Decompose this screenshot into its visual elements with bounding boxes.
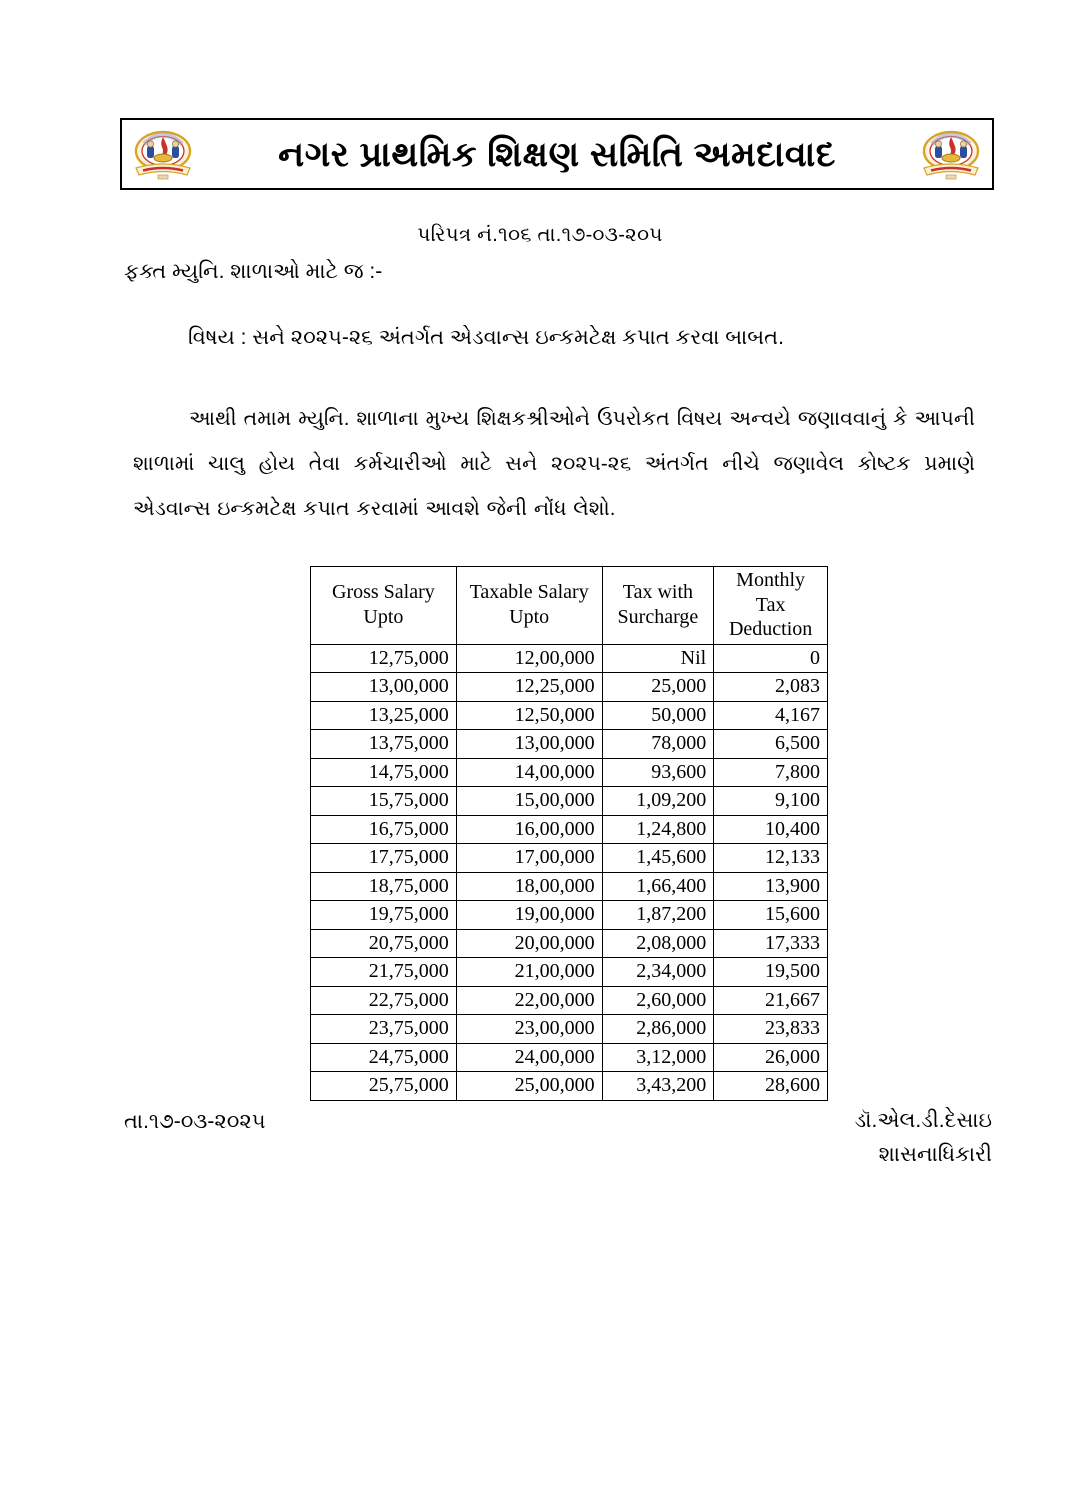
table-cell: 0 xyxy=(714,644,828,673)
table-row xyxy=(311,901,828,930)
table-row xyxy=(311,844,828,873)
table-cell: 15,75,000 xyxy=(311,787,457,816)
table-row xyxy=(311,872,828,901)
table-cell: 3,12,000 xyxy=(602,1043,714,1072)
emblem-right-icon xyxy=(918,124,984,184)
column-header-monthly-tax-deduction xyxy=(714,567,828,645)
table-cell: 2,08,000 xyxy=(602,929,714,958)
letterhead-banner xyxy=(120,118,994,190)
table-cell: 12,00,000 xyxy=(456,644,602,673)
table-header-row xyxy=(311,567,828,645)
column-header-tax-with-surcharge xyxy=(602,567,714,645)
table-cell: 12,75,000 xyxy=(311,644,457,673)
table-cell: 1,87,200 xyxy=(602,901,714,930)
table-row xyxy=(311,758,828,787)
table-cell: 13,00,000 xyxy=(311,673,457,702)
header-line-2: Upto xyxy=(363,605,404,628)
emblem-left-icon xyxy=(130,124,196,184)
table-row xyxy=(311,929,828,958)
table-cell: 21,667 xyxy=(714,986,828,1015)
body-paragraph: આથી તમામ મ્યુનિ. શાળાના મુખ્ય શિક્ષકશ્રીઓને ઉપરોકત વિષય અન્વયે જણાવવાનું કે આપની શાળામાં ચાલુ હોય તેવા કર્મચારીઓ માટે સને ૨૦૨૫-૨૬ અંતર્ગત નીચે જણાવેલ કોષ્ટક પ્રમાણે એડવાન્સ ઇન્કમટેક્ષ કપાત કરવામાં આવશે જેની નોંધ લેશો. xyxy=(133,407,975,520)
header-line-1: Monthly Tax xyxy=(736,569,806,616)
table-cell: 14,75,000 xyxy=(311,758,457,787)
table-cell: 2,86,000 xyxy=(602,1015,714,1044)
header-line-1: Taxable Salary xyxy=(469,581,589,604)
table-cell: 12,133 xyxy=(714,844,828,873)
table-cell: 2,083 xyxy=(714,673,828,702)
signature-block xyxy=(855,1104,992,1172)
table-row xyxy=(311,1043,828,1072)
table-row xyxy=(311,701,828,730)
header-line-2: Deduction xyxy=(728,618,813,640)
table-cell: 3,43,200 xyxy=(602,1072,714,1101)
table-cell: Nil xyxy=(602,644,714,673)
table-row xyxy=(311,815,828,844)
header-line-1: Gross Salary xyxy=(332,581,435,604)
header-line-2: Upto xyxy=(509,605,550,628)
table-cell: 20,00,000 xyxy=(456,929,602,958)
table-cell: 10,400 xyxy=(714,815,828,844)
table-cell: 13,75,000 xyxy=(311,730,457,759)
table-cell: 23,00,000 xyxy=(456,1015,602,1044)
table-cell: 13,900 xyxy=(714,872,828,901)
subject-line: વિષય : સને ૨૦૨૫-૨૬ અંતર્ગત એડવાન્સ ઇન્કમટેક્ષ કપાત કરવા બાબત. xyxy=(188,326,784,349)
signatory-name: ડૉ.એલ.ડી.દેસાઇ xyxy=(854,1109,992,1132)
table-cell: 1,66,400 xyxy=(602,872,714,901)
table-cell: 18,00,000 xyxy=(456,872,602,901)
table-cell: 23,75,000 xyxy=(311,1015,457,1044)
table-cell: 18,75,000 xyxy=(311,872,457,901)
table-cell: 26,000 xyxy=(714,1043,828,1072)
table-cell: 2,60,000 xyxy=(602,986,714,1015)
table-cell: 12,25,000 xyxy=(456,673,602,702)
tax-slab-table xyxy=(310,566,828,1101)
table-cell: 16,75,000 xyxy=(311,815,457,844)
table-cell: 20,75,000 xyxy=(311,929,457,958)
table-cell: 13,25,000 xyxy=(311,701,457,730)
tax-slab-table-container xyxy=(310,566,828,1101)
table-cell: 6,500 xyxy=(714,730,828,759)
table-cell: 2,34,000 xyxy=(602,958,714,987)
table-cell: 1,45,600 xyxy=(602,844,714,873)
table-cell: 93,600 xyxy=(602,758,714,787)
header-line-2: Surcharge xyxy=(617,605,699,628)
table-cell: 23,833 xyxy=(714,1015,828,1044)
table-cell: 17,75,000 xyxy=(311,844,457,873)
table-cell: 28,600 xyxy=(714,1072,828,1101)
table-row xyxy=(311,958,828,987)
circular-number: પરિપત્ર નં.૧૦૬ તા.૧૭-૦૩-૨૦૫ xyxy=(417,224,663,246)
table-cell: 15,600 xyxy=(714,901,828,930)
table-row xyxy=(311,730,828,759)
table-cell: 4,167 xyxy=(714,701,828,730)
header-line-1: Tax with xyxy=(622,581,694,604)
table-cell: 9,100 xyxy=(714,787,828,816)
table-header xyxy=(311,567,828,645)
footer-date: તા.૧૭-૦૩-૨૦૨૫ xyxy=(124,1110,266,1133)
table-cell: 19,00,000 xyxy=(456,901,602,930)
table-cell: 17,333 xyxy=(714,929,828,958)
table-cell: 25,00,000 xyxy=(456,1072,602,1101)
table-cell: 25,75,000 xyxy=(311,1072,457,1101)
table-cell: 22,75,000 xyxy=(311,986,457,1015)
table-cell: 78,000 xyxy=(602,730,714,759)
table-cell: 1,09,200 xyxy=(602,787,714,816)
table-row xyxy=(311,1072,828,1101)
table-cell: 13,00,000 xyxy=(456,730,602,759)
table-cell: 24,00,000 xyxy=(456,1043,602,1072)
table-cell: 12,50,000 xyxy=(456,701,602,730)
table-cell: 14,00,000 xyxy=(456,758,602,787)
table-body xyxy=(311,644,828,1100)
audience-note: ફક્ત મ્યુનિ. શાળાઓ માટે જ :- xyxy=(124,260,383,283)
table-row xyxy=(311,986,828,1015)
page-title: નગર પ્રાથમિક શિક્ષણ સમિતિ અમદાવાદ xyxy=(278,134,836,174)
table-cell: 50,000 xyxy=(602,701,714,730)
column-header-taxable-salary xyxy=(456,567,602,645)
table-cell: 19,500 xyxy=(714,958,828,987)
table-cell: 25,000 xyxy=(602,673,714,702)
table-cell: 22,00,000 xyxy=(456,986,602,1015)
table-cell: 24,75,000 xyxy=(311,1043,457,1072)
table-cell: 21,75,000 xyxy=(311,958,457,987)
table-cell: 19,75,000 xyxy=(311,901,457,930)
table-row xyxy=(311,1015,828,1044)
table-cell: 7,800 xyxy=(714,758,828,787)
signatory-designation: શાસનાધિકારી xyxy=(878,1143,992,1166)
column-header-gross-salary xyxy=(311,567,457,645)
table-row xyxy=(311,644,828,673)
table-cell: 17,00,000 xyxy=(456,844,602,873)
table-cell: 1,24,800 xyxy=(602,815,714,844)
table-cell: 15,00,000 xyxy=(456,787,602,816)
table-row xyxy=(311,787,828,816)
table-cell: 21,00,000 xyxy=(456,958,602,987)
table-row xyxy=(311,673,828,702)
table-cell: 16,00,000 xyxy=(456,815,602,844)
